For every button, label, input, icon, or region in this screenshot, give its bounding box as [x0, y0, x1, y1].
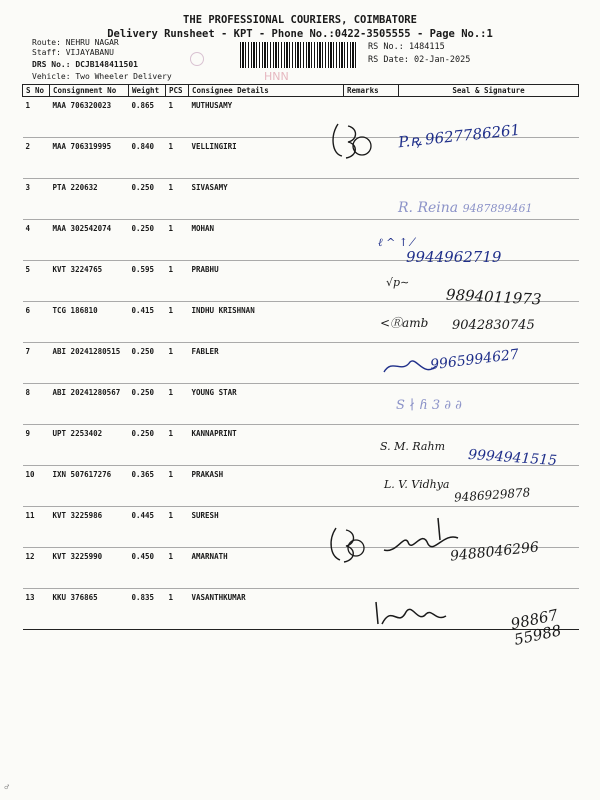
- cell-sno: 2: [23, 138, 50, 179]
- vehicle: Vehicle: Two Wheeler Delivery: [32, 72, 172, 81]
- row13-signature-scribble: [372, 594, 452, 634]
- cell-sno: 9: [23, 425, 50, 466]
- col-weight: Weight: [129, 85, 166, 97]
- row13-phone: 98867 55988: [509, 605, 563, 649]
- cell-pcs: 1: [166, 384, 189, 425]
- cell-weight: 0.250: [129, 425, 166, 466]
- cell-sno: 3: [23, 179, 50, 220]
- staff: Staff: VIJAYABANU: [32, 48, 114, 57]
- row4-initials: ℓ ^ ↑ ⁄: [378, 236, 414, 249]
- cell-sno: 1: [23, 97, 50, 138]
- cell-weight: 0.450: [129, 548, 166, 589]
- cell-sno: 7: [23, 343, 50, 384]
- corner-mark: ♂: [4, 784, 10, 791]
- cell-consignee: PRAKASH: [189, 466, 344, 507]
- drs-number: DRS No.: DCJB148411501: [32, 60, 138, 69]
- cell-consignee: MOHAN: [189, 220, 344, 261]
- cell-consignee: KANNAPRINT: [189, 425, 344, 466]
- cell-pcs: 1: [166, 97, 189, 138]
- cell-consignment: KKU 376865: [50, 589, 129, 630]
- col-consignment: Consignment No: [50, 85, 129, 97]
- cell-sno: 12: [23, 548, 50, 589]
- cell-weight: 0.365: [129, 466, 166, 507]
- cell-consignee: FABLER: [189, 343, 344, 384]
- cell-weight: 0.250: [129, 343, 166, 384]
- cell-pcs: 1: [166, 425, 189, 466]
- cell-remarks: [344, 384, 399, 425]
- cell-sno: 11: [23, 507, 50, 548]
- row12-seal-scribble: [326, 522, 372, 566]
- cell-pcs: 1: [166, 302, 189, 343]
- row8-signature: S ∤ ɦ 3 ∂ ∂: [396, 398, 462, 413]
- col-sno: S No: [23, 85, 50, 97]
- cell-consignee: INDHU KRISHNAN: [189, 302, 344, 343]
- cell-sno: 4: [23, 220, 50, 261]
- row4-phone: 9944962719: [406, 248, 502, 266]
- cell-weight: 0.840: [129, 138, 166, 179]
- table-row: [23, 384, 579, 425]
- cell-consignment: MAA 706320023: [50, 97, 129, 138]
- cell-sno: 6: [23, 302, 50, 343]
- cell-weight: 0.250: [129, 179, 166, 220]
- cell-pcs: 1: [166, 138, 189, 179]
- cell-pcs: 1: [166, 507, 189, 548]
- row9-signature: S. M. Rahm: [380, 440, 446, 453]
- cell-consignment: MAA 302542074: [50, 220, 129, 261]
- row10-signature: L. V. Vidhya: [384, 478, 450, 491]
- cell-pcs: 1: [166, 466, 189, 507]
- cell-consignee: SURESH: [189, 507, 344, 548]
- cell-weight: 0.250: [129, 384, 166, 425]
- row5-initials: √p∼: [386, 276, 410, 289]
- cell-consignment: ABI 20241280567: [50, 384, 129, 425]
- col-signature: Seal & Signature: [399, 85, 579, 97]
- cell-consignment: ABI 20241280515: [50, 343, 129, 384]
- cell-weight: 0.415: [129, 302, 166, 343]
- row6-phone: 9042830745: [452, 318, 535, 333]
- cell-pcs: 1: [166, 261, 189, 302]
- cell-weight: 0.835: [129, 589, 166, 630]
- table-row: [23, 138, 579, 179]
- pink-mark: HNN: [264, 70, 289, 83]
- cell-consignment: MAA 706319995: [50, 138, 129, 179]
- cell-consignment: KVT 3224765: [50, 261, 129, 302]
- rs-number: RS No.: 1484115: [368, 42, 445, 52]
- cell-pcs: 1: [166, 343, 189, 384]
- cell-pcs: 1: [166, 548, 189, 589]
- col-consignee: Consignee Details: [189, 85, 344, 97]
- cell-sno: 5: [23, 261, 50, 302]
- row5-phone: 9894011973: [445, 285, 542, 309]
- cell-consignee: VASANTHKUMAR: [189, 589, 344, 630]
- cell-consignment: PTA 220632: [50, 179, 129, 220]
- cell-weight: 0.865: [129, 97, 166, 138]
- barcode: [240, 42, 358, 68]
- route: Route: NEHRU NAGAR: [32, 38, 119, 47]
- cell-weight: 0.250: [129, 220, 166, 261]
- cell-consignee: YOUNG STAR: [189, 384, 344, 425]
- cell-weight: 0.445: [129, 507, 166, 548]
- cell-consignment: TCG 186810: [50, 302, 129, 343]
- row1-seal-scribble: [328, 116, 378, 166]
- cell-pcs: 1: [166, 179, 189, 220]
- col-remarks: Remarks: [344, 85, 399, 97]
- row9-phone: 9994941515: [467, 446, 558, 470]
- company-name: THE PROFESSIONAL COURIERS, COIMBATORE: [183, 14, 417, 26]
- cell-consignment: UPT 2253402: [50, 425, 129, 466]
- cell-consignment: IXN 507617276: [50, 466, 129, 507]
- cell-weight: 0.595: [129, 261, 166, 302]
- row7-phone: 9965994627: [429, 346, 520, 374]
- cell-consignee: SIVASAMY: [189, 179, 344, 220]
- cell-pcs: 1: [166, 220, 189, 261]
- rs-date: RS Date: 02-Jan-2025: [368, 55, 471, 65]
- table-row: [23, 589, 579, 630]
- row3-signature: R. Reina 9487899461: [398, 200, 533, 216]
- row1-signature: P.ꝶ 9627786261: [397, 120, 521, 152]
- row12-phone: 9488046296: [449, 539, 540, 565]
- cell-remarks: [344, 179, 399, 220]
- cell-consignee: PRABHU: [189, 261, 344, 302]
- cell-consignee: AMARNATH: [189, 548, 344, 589]
- cell-sno: 13: [23, 589, 50, 630]
- table-header: [23, 85, 579, 97]
- cell-consignment: KVT 3225986: [50, 507, 129, 548]
- runsheet-title: Delivery Runsheet - KPT - Phone No.:0422-3505555 - Page No.:1: [107, 28, 493, 40]
- cell-sno: 8: [23, 384, 50, 425]
- cell-consignment: KVT 3225990: [50, 548, 129, 589]
- row6-signature: <Ⓡamb: [380, 316, 429, 330]
- cell-sno: 10: [23, 466, 50, 507]
- cell-pcs: 1: [166, 589, 189, 630]
- cell-consignee: MUTHUSAMY: [189, 97, 344, 138]
- cell-consignee: VELLINGIRI: [189, 138, 344, 179]
- pink-circle-mark: [190, 52, 204, 66]
- col-pcs: PCS: [166, 85, 189, 97]
- table-row: [23, 507, 579, 548]
- row10-phone: 9486929878: [453, 485, 531, 505]
